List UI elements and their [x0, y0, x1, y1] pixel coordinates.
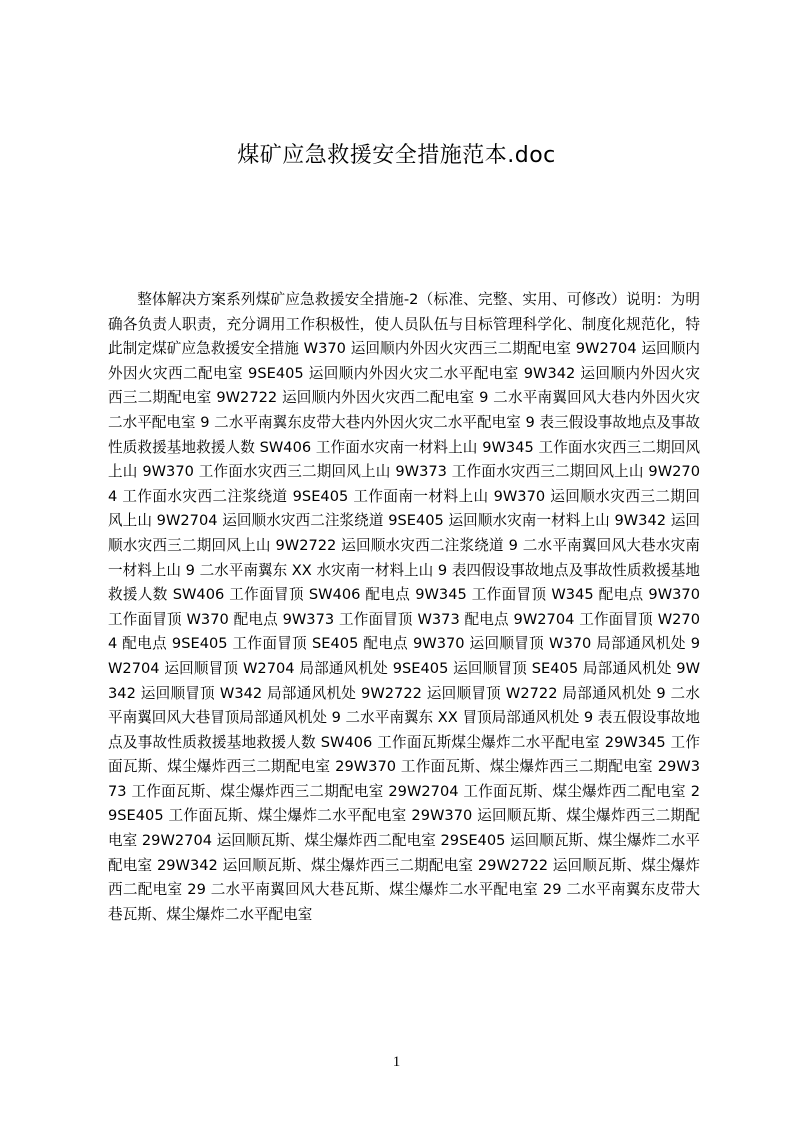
page-number: 1 — [392, 1054, 401, 1070]
body-paragraph: 整体解决方案系列煤矿应急救援安全措施-2（标准、完整、实用、可修改）说明：为明确各负责人职责，充分调用工作积极性，使人员队伍与目标管理科学化、制度化规范化，特此制定煤矿应急救援安全措施 W370 运回顺内外因火灾西三二期配电室 9W2704 运回顺内外因火灾西二配电室 9SE405 运回顺内外因火灾二水平配电室 9W342 运回顺内外因火灾西三二期配电室 9W2722 运回顺内外因火灾西二配电室 9 二水平南翼回风大巷内外因火灾二水平配电室 9 二水平南翼东皮带大巷内外因火灾二水平配电室 9 表三假设事故地点及事故性质救援基地救援人数 SW406 工作面水灾南一材料上山 9W345 工作面水灾西三二期回风上山 9W370 工作面水灾西三二期回风上山 9W373 工作面水灾西三二期回风上山 9W2704 工作面水灾西二注浆绕道 9SE405 工作面南一材料上山 9W370 运回顺水灾西三二期回风上山 9W2704 运回顺水灾西二注浆绕道 9SE405 运回顺水灾南一材料上山 9W342 运回顺水灾西三二期回风上山 9W2722 运回顺水灾西二注浆绕道 9 二水平南翼回风大巷水灾南一材料上山 9 二水平南翼东 XX 水灾南一材料上山 9 表四假设事故地点及事故性质救援基地救援人数 SW406 工作面冒顶 SW406 配电点 9W345 工作面冒顶 W345 配电点 9W370 工作面冒顶 W370 配电点 9W373 工作面冒顶 W373 配电点 9W2704 工作面冒顶 W2704 配电点 9SE405 工作面冒顶 SE405 配电点 9W370 运回顺冒顶 W370 局部通风机处 9W2704 运回顺冒顶 W2704 局部通风机处 9SE405 运回顺冒顶 SE405 局部通风机处 9W342 运回顺冒顶 W342 局部通风机处 9W2722 运回顺冒顶 W2722 局部通风机处 9 二水平南翼回风大巷冒顶局部通风机处 9 二水平南翼东 XX 冒顶局部通风机处 9 表五假设事故地点及事故性质救援基地救援人数 SW406 工作面瓦斯煤尘爆炸二水平配电室 29W345 工作面瓦斯、煤尘爆炸西三二期配电室 29W370 工作面瓦斯、煤尘爆炸西三二期配电室 29W373 工作面瓦斯、煤尘爆炸西三二期配电室 29W2704 工作面瓦斯、煤尘爆炸西二配电室 29SE405 工作面瓦斯、煤尘爆炸二水平配电室 29W370 运回顺瓦斯、煤尘爆炸西三二期配电室 29W2704 运回顺瓦斯、煤尘爆炸西二配电室 29SE405 运回顺瓦斯、煤尘爆炸二水平配电室 29W342 运回顺瓦斯、煤尘爆炸西三二期配电室 29W2722 运回顺瓦斯、煤尘爆炸西二配电室 29 二水平南翼回风大巷瓦斯、煤尘爆炸二水平配电室 29 二水平南翼东皮带大巷瓦斯、煤尘爆炸二水平配电室 — [108, 291, 700, 923]
document-title: 煤矿应急救援安全措施范本.doc — [237, 143, 556, 168]
